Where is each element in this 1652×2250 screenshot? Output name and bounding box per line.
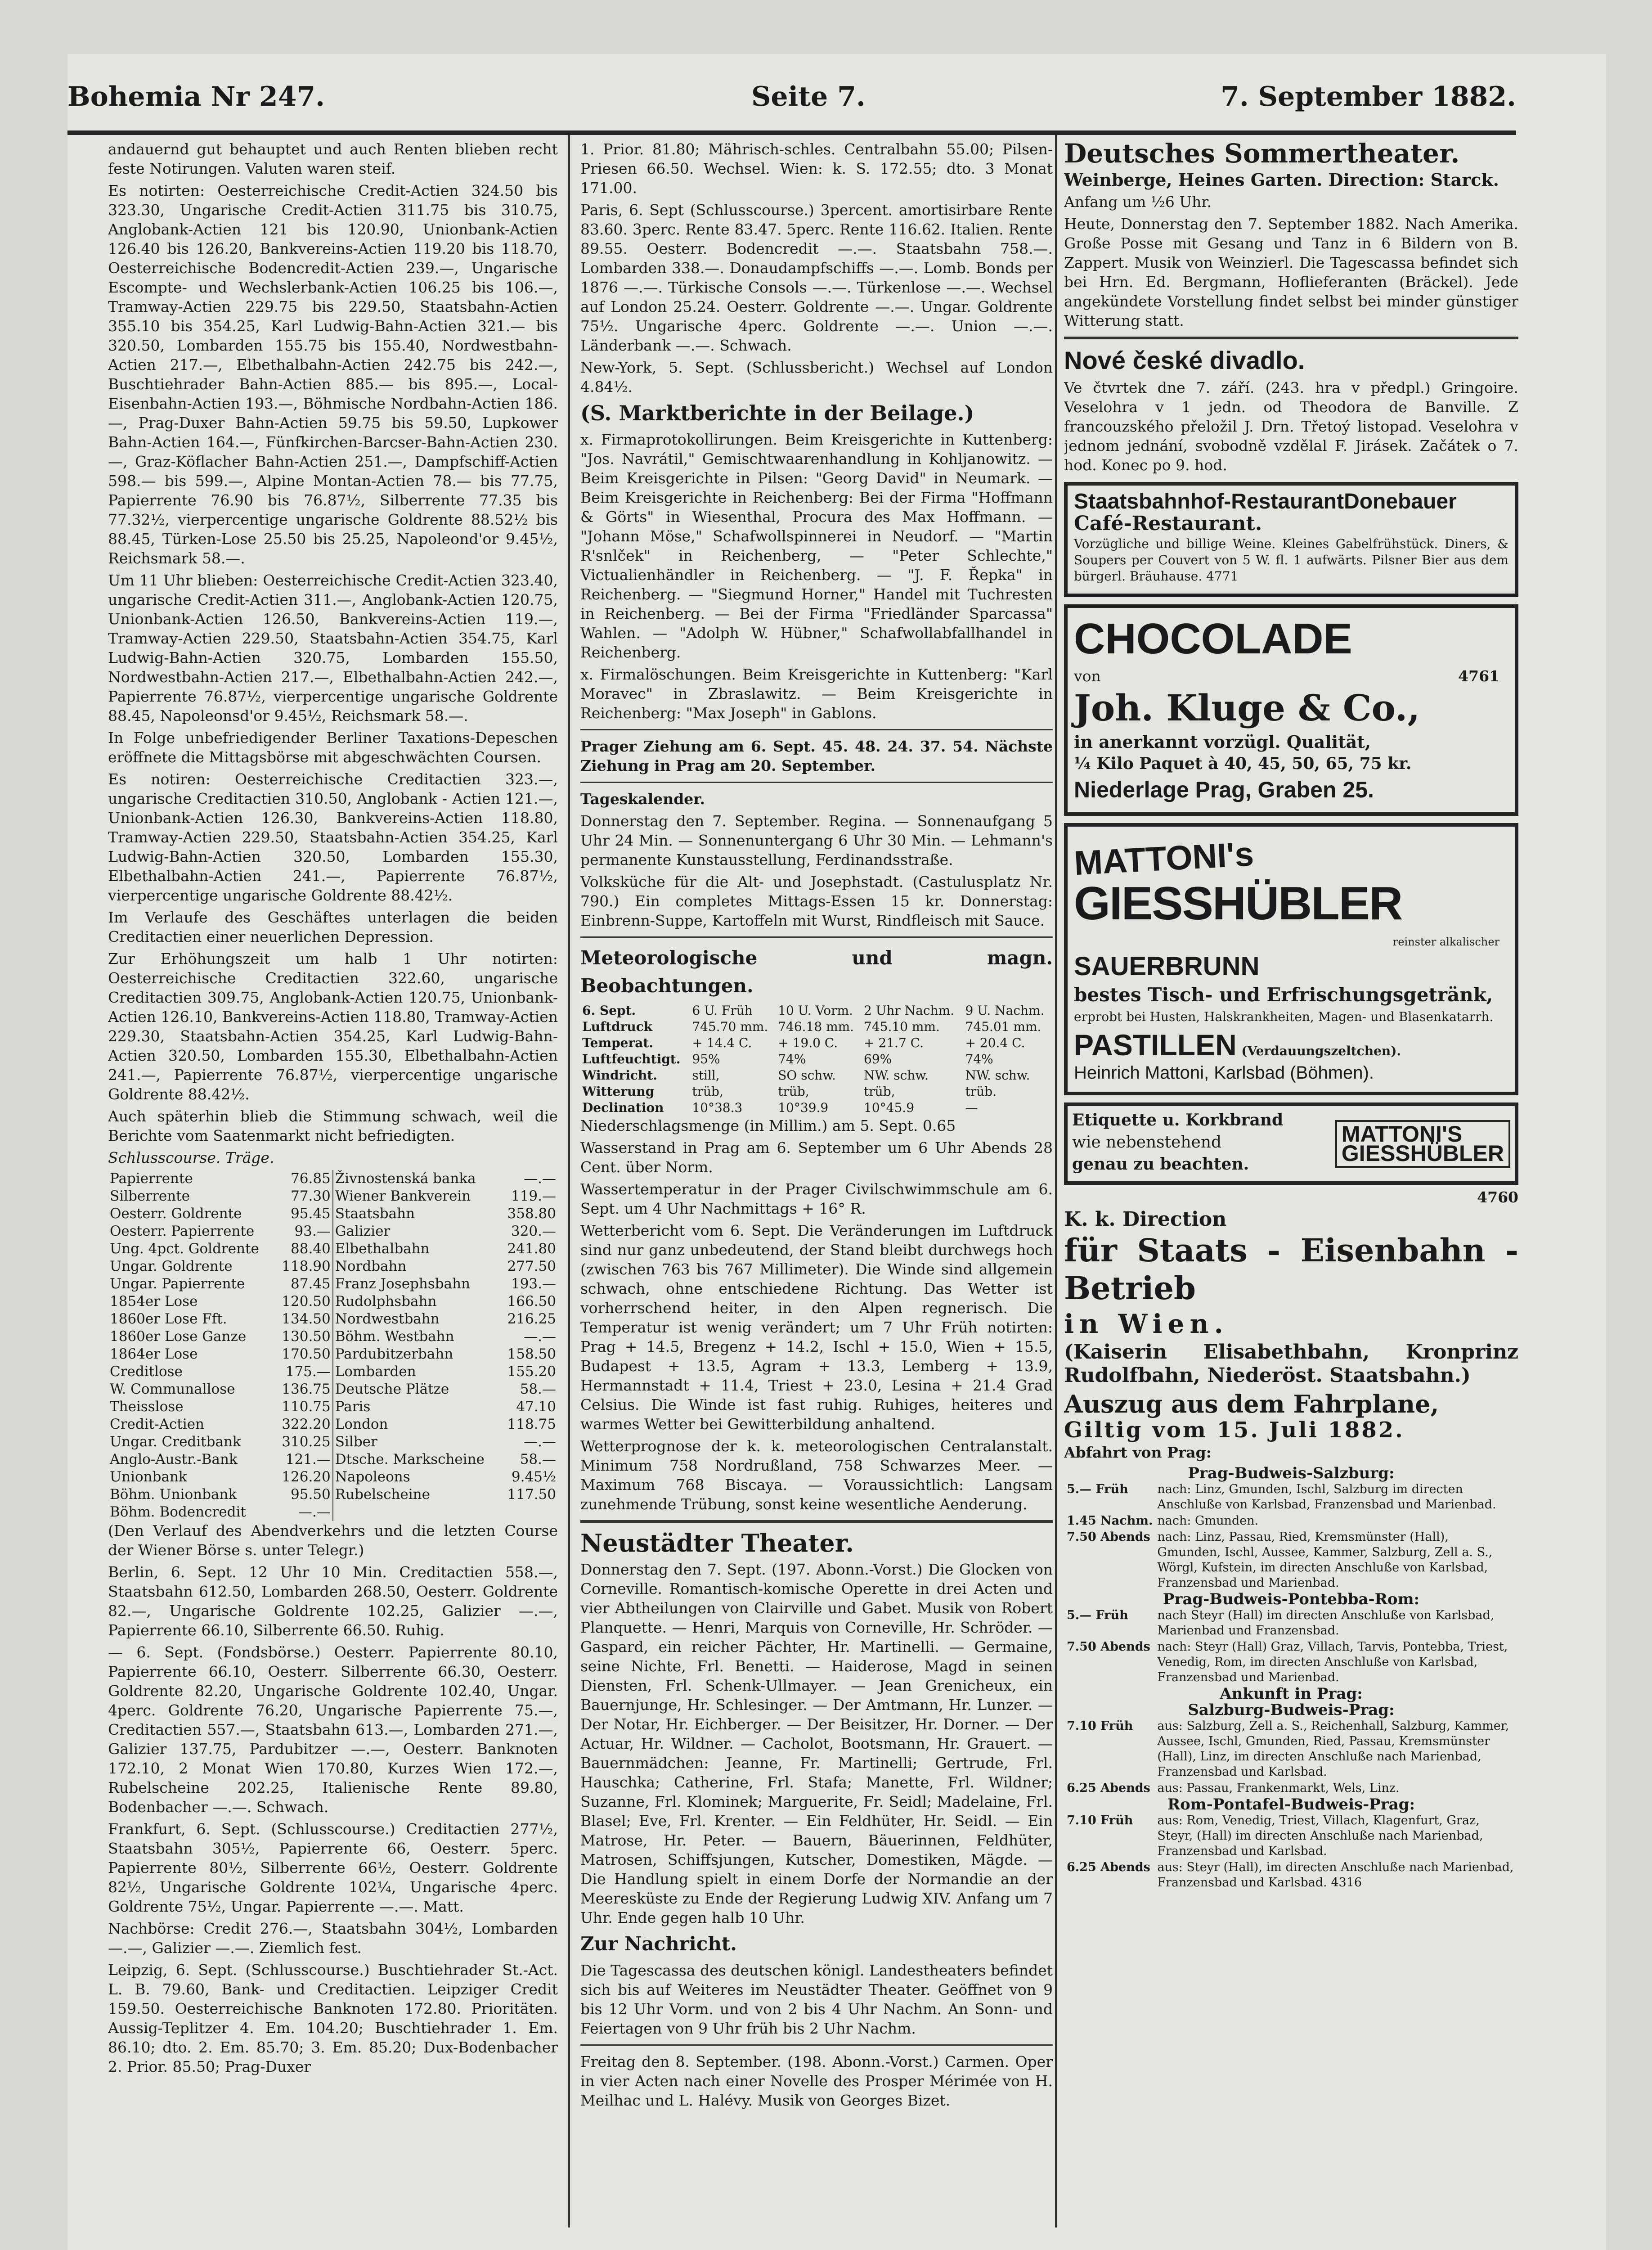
meteo-cell: 10°38.3 bbox=[692, 1100, 743, 1115]
etiquette-line3: genau zu beachten. bbox=[1072, 1155, 1249, 1174]
chocolade-title: CHOCOLADE bbox=[1074, 615, 1352, 663]
schedule-time: 6.25 Abends bbox=[1067, 1781, 1150, 1795]
kurs-name: Böhm. Westbahn bbox=[333, 1328, 501, 1346]
meteo-cell: + 19.0 C. bbox=[778, 1035, 838, 1050]
meteo-cell: Windricht. bbox=[582, 1068, 658, 1083]
meteo-title: Meteorologische und magn. Beobachtungen. bbox=[580, 947, 1053, 997]
meteo-cell: — bbox=[965, 1100, 978, 1115]
kurs-value: 158.50 bbox=[507, 1346, 556, 1362]
kurs-value: 277.50 bbox=[507, 1258, 556, 1274]
restaurant-subtitle: Café-Restaurant. bbox=[1074, 512, 1262, 535]
finance-paragraph: Im Verlaufe des Geschäftes unterlagen die beiden Creditactien einer neuerlichen Depression. bbox=[108, 909, 558, 945]
divider bbox=[580, 729, 1053, 730]
kurs-row bbox=[108, 1398, 558, 1416]
kurs-name bbox=[333, 1503, 501, 1521]
kurs-row bbox=[108, 1328, 558, 1346]
etiquette-logo-line2: GIESSHÜBLER bbox=[1341, 1140, 1504, 1166]
finance-paragraph: andauernd gut behauptet und auch Renten blieben recht feste Notirungen. Valuten waren steif. bbox=[108, 140, 558, 177]
meteo-cell: + 21.7 C. bbox=[864, 1035, 924, 1050]
meteo-cell: + 14.4 C. bbox=[692, 1035, 752, 1050]
volkskueche-text: Volksküche für die Alt- und Josephstadt. (Castulusplatz Nr. 790.) Ein completes Mittags-Essen 15 kr. Donnerstag: Einbrenn-Suppe, Kartoffeln mit Wurst, Rindfleisch mit Sauce. bbox=[580, 873, 1053, 929]
meteo-cell: 745.70 mm. bbox=[692, 1019, 768, 1034]
freitag-text: Freitag den 8. September. (198. Abonn.-Vorst.) Carmen. Oper in vier Acten nach einer Novelle des Prosper Mérimée von H. Meilhac und L. Halévy. Musik von Georges Bizet. bbox=[580, 2053, 1053, 2109]
kurs-value: 170.50 bbox=[282, 1346, 331, 1362]
schedule-row bbox=[1065, 1719, 1517, 1780]
kurs-row bbox=[108, 1188, 558, 1205]
kurs-value: 93.— bbox=[294, 1223, 331, 1239]
kurs-name: 1864er Lose bbox=[110, 1346, 198, 1362]
schedule-destinations: aus: Passau, Frankenmarkt, Wels, Linz. bbox=[1157, 1781, 1400, 1795]
meteo-cell: trüb, bbox=[692, 1084, 723, 1099]
schedule-time: 6.25 Abends bbox=[1067, 1860, 1150, 1874]
kurs-name: Rubelscheine bbox=[333, 1486, 501, 1503]
meteo-cell: 9 U. Nachm. bbox=[965, 1003, 1045, 1018]
schedule-destinations: nach: Linz, Gmunden, Ischl, Salzburg im directen Anschluße von Karlsbad, Franzensbad und Marienbad. bbox=[1157, 1482, 1496, 1512]
tageskalender-text: Donnerstag den 7. September. Regina. — Sonnenaufgang 5 Uhr 24 Min. — Sonnenuntergang 6 Uhr 30 Min. — Lehmann's permanente Kunstausstellung, Ferdinandsstraße. bbox=[580, 812, 1053, 868]
kurs-value: 241.80 bbox=[507, 1241, 556, 1257]
kurs-value: 119.— bbox=[511, 1188, 556, 1204]
schedule-destinations: nach: Linz, Passau, Ried, Kremsmünster (Hall), Gmunden, Ischl, Aussee, Kammer, Salzburg, Zell a. S., Wörgl, Kufstein, im directen Anschluße von Karlsbad, Franzensbad und Marienbad. bbox=[1157, 1530, 1493, 1590]
sommertheater-ad bbox=[1064, 140, 1518, 330]
etiquette-line1: Etiquette u. Korkbrand bbox=[1072, 1111, 1284, 1130]
kurs-value: —.— bbox=[524, 1170, 556, 1187]
kurs-row bbox=[108, 1223, 558, 1240]
kurs-name: Elbethalbahn bbox=[333, 1240, 501, 1258]
mattoni-bestes: bestes Tisch- und Erfrischungsgetränk, bbox=[1074, 984, 1493, 1006]
column-rule-1 bbox=[568, 135, 570, 2228]
meteo-cell: 74% bbox=[965, 1052, 993, 1066]
meteo-text: Wetterbericht vom 6. Sept. Die Veränderungen im Luftdruck sind nur ganz unbedeutend, der Stand bleibt durchwegs hoch (zwischen 763 bis 767 Millimeter). Die Winde sind allgemein schwach, ohne entschiedene Richtung. Das Wetter ist vorherrschend heiter, in den Alpen regnerisch. Die Temperatur ist wenig verändert; um 7 Uhr Früh notirten: Prag + 14.5, Bregenz + 14.2, Ischl + 15.0, Wien + 15.5, Budapest + 13.5, Agram + 13.3, Lemberg + 13.9, Hermannstadt + 11.4, Triest + 23.0, Lesina + 21.4 Grad Celsius. Die Winde ist fast ruhig. Ruhiges, heiteres und warmes Wetter bei Gewitterbildung anhaltend. bbox=[580, 1222, 1053, 1433]
schedule-heading-text: Prag-Budweis-Salzburg: bbox=[1188, 1464, 1395, 1482]
column-rule-2 bbox=[1055, 135, 1057, 2228]
kurs-value: 9.45½ bbox=[511, 1469, 556, 1485]
kk-big-title: für Staats - Eisenbahn - Betrieb bbox=[1064, 1232, 1518, 1307]
kurs-name: Oesterr. Papierrente bbox=[110, 1223, 255, 1239]
meteo-cell: Luftdruck bbox=[582, 1019, 653, 1034]
header-center: Seite 7. bbox=[751, 81, 866, 112]
theater-text: Donnerstag den 7. Sept. (197. Abonn.-Vorst.) Die Glocken von Corneville. Romantisch-komische Operette in drei Acten und vier Abtheilungen von Clairville und Gabet. Musik von Robert Planquette. — Henri, Marquis von Corneville, Hr. Schröder. — Gaspard, ein reicher Pächter, Hr. Martinelli. — Germaine, seine Nichte, Frl. Benetti. — Haiderose, Magd in seinen Diensten, Frl. Schenk-Ullmayer. — Jean Grenicheux, ein Bauernjunge, Hr. Schlesinger. — Der Amtmann, Hr. Lunzer. — Der Notar, Hr. Eichberger. — Der Beisitzer, Hr. Dorner. — Der Actuar, Hr. Wildner. — Cacholot, Bootsmann, Hr. Grauert. — Bauernmädchen: Jeanne, Fr. Martinelli; Gertrude, Frl. Hauschka; Catherine, Frl. Stafa; Manette, Frl. Wildner; Suzanne, Frl. Klominek; Marguerite, Fr. Seidl; Madelaine, Frl. Blasel; Eve, Frl. Krenter. — Ein Feldhüter, Hr. Seidl. — Ein Matrose, Hr. Peter. — Bauern, Bäuerinnen, Feldhüter, Matrosen, Schiffsjungen, Kutscher, Domestiken, Mägde. — Die Handlung spielt in einem Dorfe der Normandie an der Meeresküste zu Ende der Regierung Ludwig XIV. Anfang um 7 Uhr. Ende gegen halb 10 Uhr. bbox=[580, 1561, 1053, 1926]
kurs-value: 121.— bbox=[285, 1451, 331, 1467]
kurs-row bbox=[108, 1416, 558, 1433]
schedule-row bbox=[1065, 1781, 1517, 1796]
meteo-cell: 74% bbox=[778, 1052, 806, 1066]
restaurant-text: Vorzügliche und billige Weine. Kleines Gabelfrühstück. Diners, & Soupers per Couvert von 5 W. fl. 1 aufwärts. Pilsner Bier aus dem bürgerl. Bräuhause. 4771 bbox=[1074, 536, 1508, 584]
kurs-name: Oesterr. Goldrente bbox=[110, 1206, 242, 1222]
kurs-row bbox=[108, 1433, 558, 1451]
kurs-value: 76.85 bbox=[291, 1170, 331, 1187]
mattoni-erprobt: erprobt bei Husten, Halskrankheiten, Magen- und Blasenkatarrh. bbox=[1074, 1009, 1494, 1024]
kurs-name: Böhm. Unionbank bbox=[110, 1486, 237, 1503]
meteo-cell: + 20.4 C. bbox=[965, 1035, 1025, 1050]
kurs-value: 47.10 bbox=[516, 1399, 556, 1415]
kurs-name: Ungar. Papierrente bbox=[110, 1276, 245, 1292]
etiquette-line2: wie nebenstehend bbox=[1072, 1133, 1222, 1152]
schedule-time: 7.50 Abends bbox=[1067, 1640, 1150, 1654]
divider bbox=[580, 1520, 1053, 1523]
kk-abfahrt: Abfahrt von Prag: bbox=[1064, 1444, 1212, 1461]
kurs-value: 358.80 bbox=[507, 1206, 556, 1222]
schedule-destinations: aus: Salzburg, Zell a. S., Reichenhall, Salzburg, Kammer, Aussee, Ischl, Gmunden, Ried, Passau, Kremsmünster (Hall), Linz, im directen Anschluße nach Marienbad, Franzensbad und Karlsbad. bbox=[1157, 1719, 1509, 1779]
meteo-cell: 10°45.9 bbox=[864, 1100, 915, 1115]
mattoni-firm: Heinrich Mattoni, Karlsbad (Böhmen). bbox=[1074, 1063, 1374, 1083]
schedule-heading bbox=[1065, 1797, 1517, 1812]
schedule-heading bbox=[1065, 1466, 1517, 1481]
kk-subtitle: (Kaiserin Elisabethbahn, Kronprinz Rudolfbahn, Niederöst. Staatsbahn.) bbox=[1064, 1341, 1518, 1387]
meteo-cell: SO schw. bbox=[778, 1068, 836, 1083]
meteo-cell: 69% bbox=[864, 1052, 892, 1066]
schedule-destinations: nach: Steyr (Hall) Graz, Villach, Tarvis, Pontebba, Triest, Venedig, Rom, im directen Anschluße von Karlsbad, Franzensbad und Marienbad. bbox=[1157, 1640, 1508, 1684]
kurs-value: 58.— bbox=[520, 1381, 556, 1397]
column-ads bbox=[1064, 140, 1518, 2210]
meteo-cell: still, bbox=[692, 1068, 720, 1083]
schedule-time: 5.— Früh bbox=[1067, 1482, 1128, 1496]
chocolade-price: ¼ Kilo Paquet à 40, 45, 50, 65, 75 kr. bbox=[1074, 754, 1412, 773]
schedule-time: 7.10 Früh bbox=[1067, 1814, 1133, 1827]
kurs-row bbox=[108, 1451, 558, 1468]
schedule-heading-text: Rom-Pontafel-Budweis-Prag: bbox=[1167, 1796, 1415, 1814]
kurs-value: 118.75 bbox=[507, 1416, 556, 1432]
kurs-value: 110.75 bbox=[282, 1399, 331, 1415]
mattoni-title: MATTONI's bbox=[1073, 835, 1255, 883]
kk-wien: in Wien. bbox=[1064, 1309, 1229, 1339]
schlusscourse-table bbox=[108, 1170, 558, 1521]
schedule-row bbox=[1065, 1860, 1517, 1890]
meteo-cell: Witterung bbox=[582, 1084, 655, 1099]
kurs-name: Anglo-Austr.-Bank bbox=[110, 1451, 238, 1467]
kurs-value bbox=[501, 1503, 558, 1521]
schedule-destinations: nach Steyr (Hall) im directen Anschluße von Karlsbad, Marienbad und Franzensbad. bbox=[1157, 1608, 1495, 1638]
kurs-name: Creditlose bbox=[110, 1364, 183, 1380]
meteo-cell: trüb. bbox=[965, 1084, 997, 1099]
meteo-row bbox=[580, 1100, 1053, 1116]
schedule-row bbox=[1065, 1482, 1517, 1512]
kurs-value: 126.20 bbox=[282, 1469, 331, 1485]
kurs-name: Credit-Actien bbox=[110, 1416, 205, 1432]
meteo-cell: NW. schw. bbox=[965, 1068, 1030, 1083]
chocolade-quality: in anerkannt vorzügl. Qualität, bbox=[1074, 732, 1371, 752]
meteo-cell: 95% bbox=[692, 1052, 720, 1066]
kurs-row bbox=[108, 1258, 558, 1275]
finance-paragraph: Leipzig, 6. Sept. (Schlusscourse.) Buschtiehrader St.-Act. L. B. 79.60, Bank- und Creditactien. Leipziger Credit 159.50. Oesterreichische Banknoten 172.80. Prioritäten. Aussig-Teplitzer 4. Em. 104.20; Buschtiehrader 1. Em. 86.10; dto. 2. Em. 85.70; 3. Em. 85.20; Dux-Bodenbacher 2. Prior. 85.50; Prag-Duxer bbox=[108, 1961, 558, 2075]
news-paragraph: New-York, 5. Sept. (Schlussbericht.) Wechsel auf London 4.84½. bbox=[580, 359, 1053, 396]
meteo-row bbox=[580, 1019, 1053, 1035]
sommertheater-subtitle: Weinberge, Heines Garten. Direction: Starck. bbox=[1064, 170, 1499, 190]
schedule-row bbox=[1065, 1530, 1517, 1591]
ziehung-text: Prager Ziehung am 6. Sept. 45. 48. 24. 37. 54. Nächste Ziehung in Prag am 20. September. bbox=[580, 738, 1053, 774]
restaurant-title: Staatsbahnhof-RestaurantDonebauer bbox=[1074, 490, 1457, 513]
kurs-value: 216.25 bbox=[507, 1311, 556, 1327]
mattoni-reinster: reinster alkalischer bbox=[1392, 936, 1499, 948]
kurs-name: Böhm. Bodencredit bbox=[110, 1504, 246, 1520]
kurs-row bbox=[108, 1310, 558, 1328]
kurs-name: Paris bbox=[333, 1398, 501, 1416]
meteo-row bbox=[580, 1084, 1053, 1100]
nove-divadlo-title: Nové české divadlo. bbox=[1064, 346, 1305, 374]
kurs-row bbox=[108, 1486, 558, 1503]
kurs-value: 320.— bbox=[511, 1223, 556, 1239]
kurs-name: Papierrente bbox=[110, 1170, 193, 1187]
chocolade-von: von bbox=[1074, 667, 1101, 685]
column-finance bbox=[108, 140, 558, 2210]
news-paragraph: 1. Prior. 81.80; Mährisch-schles. Centralbahn 55.00; Pilsen-Priesen 66.50. Wechsel. Wien: k. S. 172.55; dto. 3 Monat 171.00. bbox=[580, 140, 1053, 197]
meteo-text: Niederschlagsmenge (in Millim.) am 5. Sept. 0.65 bbox=[580, 1117, 956, 1134]
kurs-value: 58.— bbox=[520, 1451, 556, 1467]
chocolade-niederlage: Niederlage Prag, Graben 25. bbox=[1074, 777, 1374, 802]
kurs-name: Pardubitzerbahn bbox=[333, 1346, 501, 1363]
meteo-cell: Temperat. bbox=[582, 1035, 654, 1050]
schedule-row bbox=[1065, 1639, 1517, 1685]
finance-paragraph: (Den Verlauf des Abendverkehrs und die letzten Course der Wiener Börse s. unter Telegr.) bbox=[108, 1522, 558, 1559]
meteo-cell: 745.01 mm. bbox=[965, 1019, 1041, 1034]
kurs-value: 120.50 bbox=[282, 1293, 331, 1310]
kurs-name: Galizier bbox=[333, 1223, 501, 1240]
news-paragraph: x. Firmalöschungen. Beim Kreisgerichte in Kuttenberg: "Karl Moravec" in Zbraslawitz. — Beim Kreisgerichte in Reichenberg: "Max Joseph" in Gablons. bbox=[580, 666, 1053, 722]
schedule-heading bbox=[1065, 1702, 1517, 1718]
kurs-name: Ung. 4pct. Goldrente bbox=[110, 1241, 259, 1257]
schedule-row bbox=[1065, 1813, 1517, 1859]
kurs-value: 134.50 bbox=[282, 1311, 331, 1327]
kurs-name: Silberrente bbox=[110, 1188, 190, 1204]
theater-title: Neustädter Theater. bbox=[580, 1529, 854, 1557]
kurs-name: Ungar. Goldrente bbox=[110, 1258, 233, 1274]
kurs-value: —.— bbox=[524, 1434, 556, 1450]
kurs-value: 322.20 bbox=[282, 1416, 331, 1432]
etiquette-number: 4760 bbox=[1477, 1188, 1518, 1206]
header-left: Bohemia Nr 247. bbox=[67, 81, 325, 112]
kurs-name: Silber bbox=[333, 1433, 501, 1451]
kk-gilt: Giltig vom 15. Juli 1882. bbox=[1064, 1418, 1405, 1443]
kurs-row bbox=[108, 1346, 558, 1363]
finance-paragraph: Zur Erhöhungszeit um halb 1 Uhr notirten: Oesterreichische Creditactien 322.60, ungarische Creditactien 309.75, Anglobank-Actien 120.75, Unionbank-Actien 126.10, Bankvereins-Actien 118.80, Tramway-Actien 229.30, Staatsbahn-Actien 354.25, Karl Ludwig-Bahn-Actien 320.50, Lombarden 155.30, Elbethalbahn-Actien 241.—, Papierrente 76.87½, vierpercentige ungarische Goldrente 88.42½. bbox=[108, 950, 558, 1103]
meteo-cell: Declination bbox=[582, 1100, 664, 1115]
finance-paragraph: Frankfurt, 6. Sept. (Schlusscourse.) Creditactien 277½, Staatsbahn 305½, Papierrente 66, Oesterr. 5perc. Papierrente 80½, Silberrente 66½, Oesterr. Goldrente 82½, Ungarische Goldrente 102¼, Ungarische 4perc. Goldrente 75½, Ungar. Papierrente —.—. Matt. bbox=[108, 1820, 558, 1915]
meteo-cell: Luftfeuchtigt. bbox=[582, 1052, 681, 1066]
chocolade-number: 4761 bbox=[1458, 667, 1499, 685]
chocolade-firm: Joh. Kluge & Co., bbox=[1074, 687, 1420, 729]
divider bbox=[580, 936, 1053, 938]
kurs-value: 155.20 bbox=[507, 1364, 556, 1380]
kurs-name: Dtsche. Markscheine bbox=[333, 1451, 501, 1468]
sommertheater-text: Heute, Donnerstag den 7. September 1882. Nach Amerika. Große Posse mit Gesang und Tanz in 6 Bildern von B. Zappert. Musik von Weinzierl. Die Tagescassa befindet sich bei Hrn. Ed. Bergmann, Hoflieferanten (Bräckel). Jede angekündete Vorstellung findet selbst bei minder günstiger Witterung statt. bbox=[1064, 215, 1518, 329]
kurs-value: 95.45 bbox=[291, 1206, 331, 1222]
kurs-value: 130.50 bbox=[282, 1328, 331, 1345]
kurs-name: Napoleons bbox=[333, 1468, 501, 1486]
meteo-cell: 10°39.9 bbox=[778, 1100, 829, 1115]
kk-direction-ad bbox=[1064, 1210, 1518, 1891]
finance-paragraph: Auch späterhin blieb die Stimmung schwach, weil die Berichte vom Saatenmarkt nicht befriedigten. bbox=[108, 1107, 558, 1144]
finance-paragraph: Nachbörse: Credit 276.—, Staatsbahn 304½, Lombarden —.—, Galizier —.—. Ziemlich fest. bbox=[108, 1920, 558, 1957]
kurs-name: 1854er Lose bbox=[110, 1293, 198, 1310]
divider bbox=[580, 782, 1053, 783]
kurs-row bbox=[108, 1293, 558, 1310]
kk-auszug: Auszug aus dem Fahrplane, bbox=[1064, 1390, 1439, 1418]
kurs-name: 1860er Lose Ganze bbox=[110, 1328, 247, 1345]
kurs-name: Wiener Bankverein bbox=[333, 1188, 501, 1205]
kurs-name: W. Communallose bbox=[110, 1381, 235, 1397]
column-news bbox=[580, 140, 1053, 2210]
kurs-name: Rudolphsbahn bbox=[333, 1293, 501, 1310]
meteo-text: Wassertemperatur in der Prager Civilschwimmschule am 6. Sept. um 4 Uhr Nachmittags + 16° R. bbox=[580, 1180, 1053, 1217]
finance-paragraph: Berlin, 6. Sept. 12 Uhr 10 Min. Creditactien 558.—, Staatsbahn 612.50, Lombarden 268.50, Oesterr. Goldrente 82.—, Ungarische Goldrente 102.25, Galizier —.—, Papierrente 66.10, Silberrente 66.50. Ruhig. bbox=[108, 1563, 558, 1639]
divider bbox=[580, 2044, 1053, 2046]
meteo-text: Wasserstand in Prag am 6. September um 6 Uhr Abends 28 Cent. über Norm. bbox=[580, 1139, 1053, 1176]
finance-paragraph: Es notiren: Oesterreichische Creditactien 323.—, ungarische Creditactien 310.50, Anglobank - Actien 121.—, Unionbank-Actien 126.30, Bankvereins-Actien 118.80, Tramway-Actien 229.50, Staatsbahn-Actien 354.25, Karl Ludwig-Bahn-Actien 320.50, Lombarden 155.30, Elbethalbahn-Actien 241.—, Papierrente 76.87½, vierpercentige ungarische Goldrente 88.42½. bbox=[108, 770, 558, 904]
meteo-row bbox=[580, 1035, 1053, 1051]
finance-paragraph: — 6. Sept. (Fondsbörse.) Oesterr. Papierrente 80.10, Papierrente 66.10, Oesterr. Silberrente 66.30, Oesterr. Goldrente 82.20, Ungarische Goldrente 102.40, Ungar. 4perc. Goldrente 76.20, Ungarische Papierrente 75.—, Creditactien 557.—, Staatsbahn 613.—, Lombarden 271.—, Galizier 137.75, Pardubitzer —.—, Oesterr. Banknoten 172.10, 2 Monat Wien 170.80, Kurzes Wien 172.—, Rubelscheine 202.25, Italienische Rente 89.80, Bodenbacher —.—. Schwach. bbox=[108, 1643, 558, 1816]
etiquette-logo bbox=[1335, 1120, 1510, 1168]
meteo-cell: 10 U. Vorm. bbox=[778, 1003, 853, 1018]
page-header bbox=[67, 76, 1516, 126]
kurs-row bbox=[108, 1240, 558, 1258]
kurs-name: Unionbank bbox=[110, 1469, 187, 1485]
nachricht-text: Die Tagescassa des deutschen königl. Landestheaters befindet sich bis auf Weiteres im Neustädter Theater. Geöffnet von 9 bis 12 Uhr Vorm. und von 2 bis 4 Uhr Nachm. An Sonn- und Feiertagen von 9 Uhr früh bis 2 Uhr Nachm. bbox=[580, 1962, 1053, 2037]
meteo-cell: 746.18 mm. bbox=[778, 1019, 854, 1034]
meteo-cell: 2 Uhr Nachm. bbox=[864, 1003, 955, 1018]
header-rule bbox=[67, 130, 1516, 135]
kurs-row bbox=[108, 1275, 558, 1293]
schedule-heading-text: Salzburg-Budweis-Prag: bbox=[1188, 1701, 1395, 1719]
schedule-heading-text: Ankunft in Prag: bbox=[1220, 1685, 1363, 1703]
finance-paragraph: In Folge unbefriedigender Berliner Taxations-Depeschen eröffnete die Mittagsbörse mit abgeschwächten Coursen. bbox=[108, 729, 558, 766]
kurs-value: 166.50 bbox=[507, 1293, 556, 1310]
mattoni-giesshuebler: GIESSHÜBLER bbox=[1074, 878, 1402, 930]
mattoni-pastillen-sub: (Verdauungszeltchen). bbox=[1241, 1044, 1401, 1058]
kurs-value: 88.40 bbox=[291, 1241, 331, 1257]
kurs-value: 95.50 bbox=[291, 1486, 331, 1503]
kurs-row bbox=[108, 1363, 558, 1381]
meteo-cell: trüb, bbox=[778, 1084, 809, 1099]
nachricht-title: Zur Nachricht. bbox=[580, 1933, 737, 1955]
meteo-text: Wetterprognose der k. k. meteorologischen Centralanstalt. Minimum 758 Nordrußland, 758 Schwarzes Meer. — Maximum 768 Biscaya. — Voraussichtlich: Langsam zunehmende Trübung, sonst keine wesentliche Aenderung. bbox=[580, 1437, 1053, 1513]
schedule-heading bbox=[1065, 1686, 1517, 1701]
kurs-value: 117.50 bbox=[507, 1486, 556, 1503]
kurs-value: 175.— bbox=[285, 1364, 331, 1380]
mattoni-ad bbox=[1064, 823, 1518, 1095]
kk-title: K. k. Direction bbox=[1064, 1208, 1227, 1231]
kurs-row bbox=[108, 1205, 558, 1223]
finance-paragraph: Um 11 Uhr blieben: Oesterreichische Credit-Actien 323.40, ungarische Credit-Actien 311.—, Anglobank-Actien 120.75, Unionbank-Actien 126.50, Bankvereins-Actien 119.—, Tramway-Actien 229.50, Staatsbahn-Actien 354.75, Karl Ludwig-Bahn-Actien 320.75, Lombarden 155.50, Nordwestbahn-Actien 217.—, Elbethalbahn-Actien 242.—, Papierrente 76.87½, vierpercentige ungarische Goldrente 88.45, Napoleonsd'or 9.45½, Reichsmark 58.—. bbox=[108, 572, 558, 724]
schedule-time: 7.10 Früh bbox=[1067, 1719, 1133, 1733]
kurs-value: 193.— bbox=[511, 1276, 556, 1292]
restaurant-ad bbox=[1064, 482, 1518, 597]
kurs-name: Deutsche Plätze bbox=[333, 1381, 501, 1398]
schedule-heading bbox=[1065, 1592, 1517, 1607]
schedule-row bbox=[1065, 1608, 1517, 1638]
sommertheater-time: Anfang um ½6 Uhr. bbox=[1064, 193, 1212, 211]
kurs-name: 1860er Lose Fft. bbox=[110, 1311, 227, 1327]
kurs-row bbox=[108, 1381, 558, 1398]
kurs-value: 87.45 bbox=[291, 1276, 331, 1292]
kurs-value: 118.90 bbox=[282, 1258, 331, 1274]
mattoni-sauerbrunn: SAUERBRUNN bbox=[1074, 952, 1260, 981]
meteo-cell: NW. schw. bbox=[864, 1068, 929, 1083]
meteo-cell: 6 U. Früh bbox=[692, 1003, 753, 1018]
meteo-cell: trüb, bbox=[864, 1084, 895, 1099]
kurs-name: Živnostenská banka bbox=[333, 1170, 501, 1188]
header-right: 7. September 1882. bbox=[1221, 81, 1516, 112]
kurs-name: Franz Josephsbahn bbox=[333, 1275, 501, 1293]
schedule-time: 5.— Früh bbox=[1067, 1608, 1128, 1622]
kurs-row bbox=[108, 1170, 558, 1188]
kurs-name: Theisslose bbox=[110, 1399, 184, 1415]
schedule-heading-text: Prag-Budweis-Pontebba-Rom: bbox=[1163, 1590, 1420, 1608]
marktberichte-heading: (S. Marktberichte in der Beilage.) bbox=[580, 401, 974, 425]
finance-paragraph: Es notirten: Oesterreichische Credit-Actien 324.50 bis 323.30, Ungarische Credit-Actien 311.75 bis 310.75, Anglobank-Actien 121 bis 120.90, Unionbank-Actien 126.40 bis 126.20, Bankvereins-Actien 119.20 bis 118.70, Oesterreichische Bodencredit-Actien 239.—, Ungarische Escompte- und Wechslerbank-Actien 106.25 bis 106.—, Tramway-Actien 229.75 bis 229.50, Staatsbahn-Actien 355.10 bis 354.25, Karl Ludwig-Bahn-Actien 321.— bis 320.50, Lombarden 155.75 bis 155.40, Nordwestbahn-Actien 217.—, Elbethalbahn-Actien 242.75 bis 242.—, Buschtiehrader Bahn-Actien 885.— bis 895.—, Local-Eisenbahn-Actien 193.—, Böhmische Nordbahn-Actien 186.—, Prag-Duxer Bahn-Actien 59.75 bis 59.50, Lupkower Bahn-Actien 164.—, Fünfkirchen-Barcser-Bahn-Actien 230.—, Graz-Köflacher Bahn-Actien 251.—, Dampfschiff-Actien 598.— bis 599.—, Alpine Montan-Actien 78.— bis 77.75, Papierrente 76.90 bis 76.87½, Silberrente 77.35 bis 77.32½, vierpercentige ungarische Goldrente 88.52½ bis 88.45, Türken-Lose 25.50 bis 25.25, Napoleond'or 9.45½, Reichsmark 58.—. bbox=[108, 182, 558, 567]
news-paragraph: x. Firmaprotokollirungen. Beim Kreisgerichte in Kuttenberg: "Jos. Navrátil," Gemischtwaarenhandlung in Kohljanowitz. — Beim Kreisgerichte in Pilsen: "Georg David" in Neumark. — Beim Kreisgerichte in Reichenberg: Bei der Firma "Hoffmann & Görts" in Wiesenthal, Procura des Max Hoffmann. — "Johann Möse," Schafwollspinnerei in Neudorf. — "Martin R'snlček" in Reichenberg, — "Peter Schlechte," Victualienhändler in Reichenberg. — "J. F. Řepka" in Reichenberg. — "Siegmund Horner," Handel mit Tuchresten in Reichenberg. — Bei der Firma "Friedländer Sparcassa" Wahlen. — "Adolph W. Hübner," Schafwollabfallhandel in Reichenberg. bbox=[580, 431, 1053, 661]
schedule-row bbox=[1065, 1513, 1517, 1529]
kurs-value: —.— bbox=[298, 1504, 331, 1520]
kurs-name: Staatsbahn bbox=[333, 1205, 501, 1223]
kurs-row bbox=[108, 1468, 558, 1486]
schedule-destinations: nach: Gmunden. bbox=[1157, 1514, 1259, 1528]
kurs-row bbox=[108, 1503, 558, 1521]
meteo-cell: 6. Sept. bbox=[582, 1003, 636, 1018]
schlusscourse-title: Schlusscourse. Träge. bbox=[108, 1149, 274, 1166]
kurs-name: Ungar. Creditbank bbox=[110, 1434, 241, 1450]
kurs-value: 77.30 bbox=[291, 1188, 331, 1204]
news-paragraph: Paris, 6. Sept (Schlusscourse.) 3percent. amortisirbare Rente 83.60. 3perc. Rente 83.47. 5perc. Rente 116.62. Italien. Rente 89.55. Oesterr. Bodencredit —.—. Staatsbahn 758.—. Lombarden 338.—. Donaudampfschiffs —.—. Lomb. Bonds per 1876 —.—. Türkische Consols —.—. Türkenlose —.—. Wechsel auf London 25.24. Oesterr. Goldrente —.—. Ungar. Goldrente 75½. Ungarische 4perc. Goldrente —.—. Union —.—. Länderbank —.—. Schwach. bbox=[580, 201, 1053, 354]
meteo-row bbox=[580, 1067, 1053, 1084]
meteo-table bbox=[580, 1003, 1053, 1116]
schedule-destinations: aus: Rom, Venedig, Triest, Villach, Klagenfurt, Graz, Steyr, (Hall) im directen Anschluße nach Marienbad, Franzensbad und Karlsbad. bbox=[1157, 1814, 1483, 1858]
etiquette-ad bbox=[1064, 1102, 1518, 1185]
schedule-time: 7.50 Abends bbox=[1067, 1530, 1150, 1544]
schedule-destinations: aus: Steyr (Hall), im directen Anschluße nach Marienbad, Franzensbad und Karlsbad. 4316 bbox=[1157, 1860, 1514, 1890]
kurs-value: 310.25 bbox=[282, 1434, 331, 1450]
kurs-value: 136.75 bbox=[282, 1381, 331, 1397]
nove-divadlo-text: Ve čtvrtek dne 7. září. (243. hra v předpl.) Gringoire. Veselohra v 1 jedn. od Theodora de Banville. Z francouzského přeložil J. Drn. Třetoý listopad. Veselohra v jednom jednání, svobodně vzdělal F. Jirásek. Začátek o 7. hod. Konec po 9. hod. bbox=[1064, 379, 1518, 474]
etiquette-logo-line1: MATTONI'S bbox=[1341, 1121, 1463, 1147]
meteo-cell: 745.10 mm. bbox=[864, 1019, 940, 1034]
kurs-name: Nordwestbahn bbox=[333, 1310, 501, 1328]
nove-divadlo-ad bbox=[1064, 346, 1518, 475]
chocolade-ad bbox=[1064, 604, 1518, 816]
kurs-value: —.— bbox=[524, 1328, 556, 1345]
tageskalender-title: Tageskalender. bbox=[580, 790, 705, 808]
meteo-row bbox=[580, 1051, 1053, 1067]
kurs-name: Lombarden bbox=[333, 1363, 501, 1381]
kurs-name: London bbox=[333, 1416, 501, 1433]
mattoni-pastillen: PASTILLEN bbox=[1074, 1028, 1237, 1062]
schedule-table bbox=[1064, 1465, 1518, 1891]
divider bbox=[1064, 337, 1518, 339]
meteo-row bbox=[580, 1003, 1053, 1019]
kurs-name: Nordbahn bbox=[333, 1258, 501, 1275]
schedule-time: 1.45 Nachm. bbox=[1067, 1514, 1153, 1528]
sommertheater-title: Deutsches Sommertheater. bbox=[1064, 140, 1460, 169]
